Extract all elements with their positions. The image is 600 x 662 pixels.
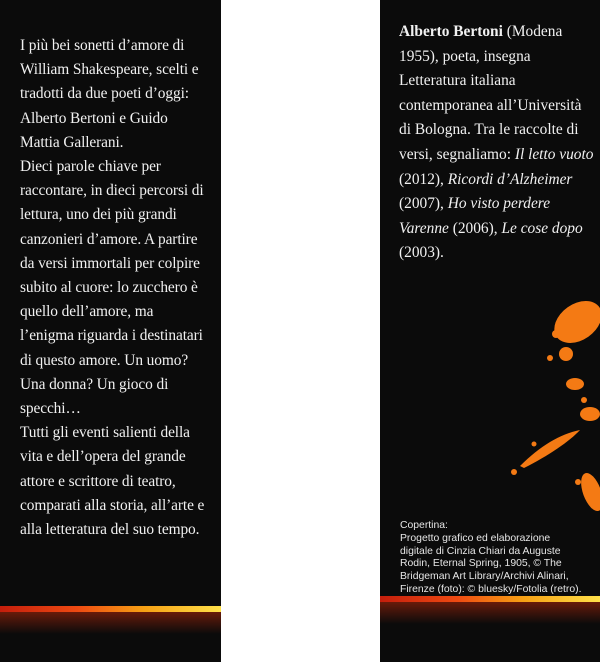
splash-drop-9: [532, 442, 537, 447]
splash-drop-3: [559, 347, 573, 361]
author-bio: [399, 20, 595, 266]
splash-streak: [520, 430, 580, 468]
cover-credits: [400, 520, 600, 597]
right-stripe-glow: [380, 602, 600, 624]
splash-drop-8: [511, 469, 517, 475]
credits-line-5: Bridgeman Art Library/Archivi Alinari,: [400, 571, 569, 583]
book-year-4: (2003).: [399, 244, 444, 262]
credits-line-2: Progetto grafico ed elaborazione: [400, 532, 551, 544]
spine-blank: [221, 0, 380, 662]
blurb-paragraph-1: I più bei sonetti d’amore di William Shakespeare, scelti e tradotti da due poeti d’oggi: Alberto Bertoni e Guido Mattia Gallerani.: [20, 37, 199, 151]
orange-splash-graphic: [460, 296, 600, 516]
blurb-paragraph-2: Dieci parole chiave per raccontare, in dieci percorsi di lettura, uno dei più grandi canzonieri d’amore. A partire da versi immortali per colpire subito al cuore: lo zucchero è quello dell’amore, ma l’enigma riguarda i destinatari di questo amore. Un uomo? Una donna? Un gioco di specchi…: [20, 158, 204, 418]
book-title-2: Ricordi d’Alzheimer: [447, 170, 573, 188]
splash-drop-4: [547, 355, 553, 361]
bio-text: (Modena 1955), poeta, insegna Letteratura italiana contemporanea all’Università di Bologna. Tra le raccolte di versi, segnaliamo:: [399, 23, 582, 163]
author-name: Alberto Bertoni: [399, 23, 503, 40]
left-flap: [0, 0, 221, 662]
book-year-2: (2007),: [399, 195, 448, 213]
credits-line-6: Firenze (foto): © bluesky/Fotolia (retro).: [400, 583, 582, 595]
left-stripe-glow: [0, 612, 221, 634]
splash-drop-10: [577, 470, 600, 514]
right-flap: [380, 0, 600, 662]
book-year-3: (2006),: [448, 219, 502, 237]
splash-drop-5: [566, 378, 584, 390]
book-year-1: (2012),: [399, 170, 448, 188]
book-title-3: Ho visto perdere Varenne: [399, 195, 551, 237]
left-flap-text: [20, 34, 208, 542]
splash-drop-11: [575, 479, 581, 485]
splash-drop-1: [546, 296, 600, 352]
credits-line-4: Rodin, Eternal Spring, 1905, © The: [400, 558, 562, 570]
credits-line-3: digitale di Cinzia Chiari da Auguste: [400, 545, 561, 557]
credits-line-1: Copertina:: [400, 520, 448, 531]
splash-drop-6: [581, 397, 587, 403]
book-title-4: Le cose dopo: [501, 219, 583, 237]
blurb-paragraph-3: Tutti gli eventi salienti della vita e dell’opera del grande attore e scrittore di teatro, comparati alla storia, all’arte e alla letteratura del suo tempo.: [20, 424, 205, 539]
book-title-1: Il letto vuoto: [514, 145, 594, 163]
splash-drop-7: [580, 407, 600, 421]
splash-drop-2: [552, 330, 560, 338]
